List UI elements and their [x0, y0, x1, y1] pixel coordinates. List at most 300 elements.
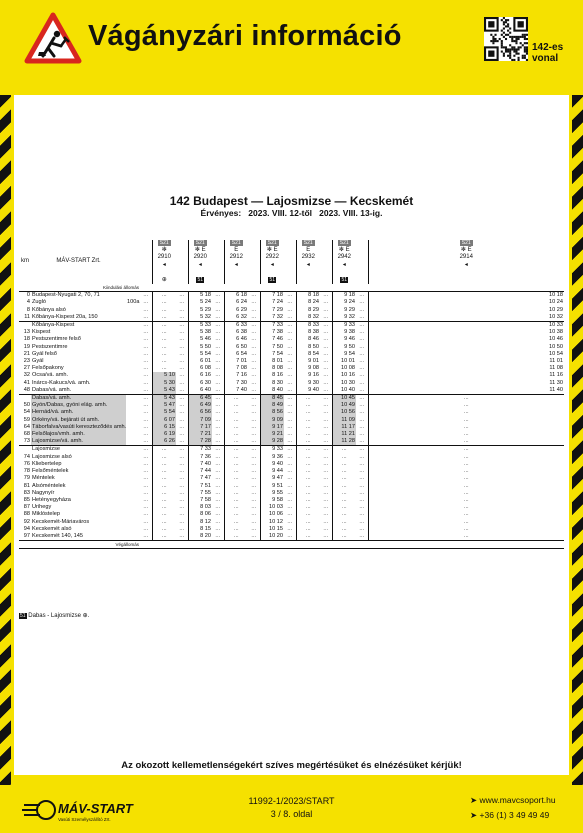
time-cell: 6 19 [152, 431, 176, 438]
time-cell: ... [179, 475, 185, 482]
time-cell: ... [359, 482, 365, 489]
time-cell: 7 44 [188, 468, 212, 475]
time-cell: 10 06 [260, 511, 284, 518]
time-cell: ... [143, 386, 149, 393]
service-badge: S21 [159, 240, 169, 246]
time-cell: ... [332, 461, 356, 468]
table-row [19, 468, 564, 475]
station-note [126, 372, 140, 379]
time-cell: 6 08 [188, 365, 212, 372]
time-cell: ... [251, 386, 257, 393]
time-cell: ... [143, 292, 149, 299]
km-cell: 76 [23, 460, 30, 467]
time-cell: ... [140, 446, 152, 454]
direction-arrow-icon: ◂ [234, 261, 238, 268]
time-cell: ... [320, 395, 332, 403]
time-cell: ... [287, 496, 293, 503]
time-cell: ... [251, 511, 257, 518]
footnote-code: 51 [20, 613, 26, 619]
station-name: Dabas/vá. amh. [31, 395, 126, 403]
time-cell: ... [179, 423, 185, 430]
time-cell: 10 15 [260, 526, 284, 533]
time-cell: ... [359, 343, 365, 350]
time-cell: 10 18 [368, 292, 564, 300]
table-row [19, 446, 564, 454]
time-cell: ... [287, 423, 293, 430]
time-cell: ... [215, 438, 221, 445]
line-number-badge [532, 42, 563, 64]
time-cell: ... [320, 533, 332, 541]
time-cell: ... [287, 438, 293, 445]
station-name: Felsőpakony [32, 365, 64, 372]
time-cell: ... [251, 329, 257, 336]
time-cell: ... [179, 379, 185, 386]
station-note [126, 417, 140, 424]
time-cell: 9 01 [296, 358, 320, 365]
station-note [126, 526, 140, 533]
time-cell: 6 54 [224, 351, 248, 358]
remark-header [126, 240, 140, 284]
time-cell: ... [215, 313, 221, 320]
service-badge: S21 [195, 240, 205, 246]
time-cell: ... [251, 313, 257, 320]
time-cell: ... [287, 336, 293, 343]
time-cell: 7 40 [188, 461, 212, 468]
km-cell: 79 [23, 475, 30, 482]
time-cell: ... [368, 395, 564, 403]
time-cell: ... [251, 468, 257, 475]
time-cell: ... [251, 416, 257, 423]
time-cell: ... [143, 511, 149, 518]
website-link[interactable] [470, 793, 556, 808]
time-cell: ... [287, 409, 293, 416]
logo-text: MÁV-START [58, 801, 133, 816]
time-cell: ... [287, 372, 293, 379]
time-cell: ... [296, 454, 320, 461]
time-cell: 10 20 [260, 533, 284, 541]
time-cell: ... [323, 386, 329, 393]
time-cell: ... [296, 497, 320, 504]
table-row [19, 329, 564, 336]
time-cell: ... [143, 329, 149, 336]
time-cell: 7 21 [188, 431, 212, 438]
time-cell: ... [248, 322, 260, 330]
time-cell: ... [320, 446, 332, 454]
time-cell: ... [251, 409, 257, 416]
station-note [126, 322, 140, 330]
time-cell: ... [224, 417, 248, 424]
train-remark: 51 [341, 276, 348, 283]
time-cell: ... [143, 475, 149, 482]
time-cell: ... [212, 395, 224, 403]
time-cell: ... [368, 468, 564, 475]
km-cell: 54 [23, 409, 30, 416]
time-cell: ... [284, 533, 296, 541]
direction-arrow-icon: ◂ [342, 261, 346, 268]
station-name: Kecskemét-Máriaváros [32, 518, 90, 525]
time-cell: ... [215, 292, 221, 299]
time-cell: 8 24 [296, 299, 320, 306]
time-cell: ... [296, 468, 320, 475]
station-name: Gyál [32, 358, 44, 365]
km-cell: 8 [26, 306, 30, 313]
time-cell: ... [323, 518, 329, 525]
time-cell: ... [152, 292, 176, 300]
train-header [152, 240, 176, 284]
time-cell: 10 54 [368, 351, 564, 358]
time-cell: ... [215, 350, 221, 357]
train-symbols: E [234, 247, 239, 254]
time-cell: ... [251, 365, 257, 372]
time-cell: ... [215, 409, 221, 416]
time-cell: ... [215, 511, 221, 518]
time-cell: 10 30 [332, 380, 356, 387]
time-cell: ... [359, 489, 365, 496]
time-cell: ... [215, 343, 221, 350]
time-cell: 8 50 [296, 344, 320, 351]
time-cell: ... [152, 490, 176, 497]
train-symbols: ✻ E [194, 247, 206, 254]
time-cell: 8 06 [188, 511, 212, 518]
time-cell: 10 50 [368, 344, 564, 351]
km-cell: 19 [23, 343, 30, 350]
station-note: 100a [127, 299, 140, 306]
time-cell: ... [359, 460, 365, 467]
right-hazard-stripe [572, 95, 583, 785]
time-cell: 7 09 [188, 417, 212, 424]
time-cell: 5 10 [152, 372, 176, 379]
time-cell: ... [179, 365, 185, 372]
station-name: Nagynyír [32, 489, 55, 496]
time-cell: ... [368, 519, 564, 526]
apology-message: Az okozott kellemetlenségekért szíves megértésüket és elnézésüket kérjük! [121, 760, 462, 771]
time-cell: ... [323, 431, 329, 438]
train-header [188, 240, 212, 284]
time-cell: ... [359, 306, 365, 313]
time-cell: ... [284, 446, 296, 454]
train-remark: 51 [269, 276, 276, 283]
km-cell [19, 446, 31, 454]
time-cell: ... [323, 525, 329, 532]
time-cell: ... [215, 365, 221, 372]
time-cell: 7 32 [260, 314, 284, 322]
station-name: Felsőlajos/vmh. amh. [31, 431, 126, 438]
time-cell: ... [296, 490, 320, 497]
time-cell: 11 21 [332, 431, 356, 438]
time-cell: 8 16 [260, 372, 284, 379]
table-row [19, 438, 564, 446]
time-cell: ... [359, 409, 365, 416]
time-cell: ... [251, 350, 257, 357]
time-cell: 7 55 [188, 490, 212, 497]
timetable-footnote [19, 612, 89, 619]
time-cell: 9 17 [260, 424, 284, 431]
time-cell: 9 21 [260, 431, 284, 438]
time-cell: ... [320, 322, 332, 330]
direction-arrow-icon: ◂ [464, 261, 468, 268]
arrive-label-row [19, 541, 564, 549]
time-cell: 5 30 [152, 380, 176, 387]
time-cell: 7 33 [188, 446, 212, 454]
time-cell: ... [323, 496, 329, 503]
station-note [126, 497, 140, 504]
timetable-title: 142 Budapest — Lajosmizse — Kecskemét [169, 194, 414, 208]
time-cell: ... [323, 313, 329, 320]
time-cell: ... [323, 482, 329, 489]
station-name: Ócsa/vá. amh. [32, 372, 69, 379]
km-cell: 0 [26, 292, 30, 299]
time-cell: ... [359, 525, 365, 532]
time-cell: ... [143, 365, 149, 372]
time-cell: ... [140, 533, 152, 541]
direction-arrow-icon: ◂ [198, 261, 202, 268]
km-cell: 85 [23, 496, 30, 503]
time-cell: ... [176, 395, 188, 403]
time-cell: ... [224, 446, 248, 454]
table-row [19, 497, 564, 504]
time-cell: 5 47 [152, 402, 176, 409]
table-row [19, 395, 564, 403]
train-symbols: ✻ [161, 247, 167, 254]
time-cell: ... [251, 518, 257, 525]
time-cell: 10 12 [260, 519, 284, 526]
phone-link[interactable] [470, 808, 556, 823]
time-cell: ... [248, 533, 260, 541]
time-cell: ... [287, 468, 293, 475]
train-number: 2920 [193, 254, 207, 261]
time-cell: ... [323, 438, 329, 445]
validity-from: 2023. VIII. 12-től [248, 208, 313, 218]
time-cell: ... [287, 475, 293, 482]
time-cell: ... [296, 526, 320, 533]
time-cell: ... [368, 490, 564, 497]
time-cell: ... [152, 358, 176, 365]
time-cell: ... [179, 460, 185, 467]
table-row [19, 461, 564, 468]
footnote-text: Dabas - Lajosmizse ⊕. [28, 613, 90, 619]
station-note [126, 468, 140, 475]
train-remark: ⊕ [161, 276, 167, 283]
time-cell: 7 50 [260, 344, 284, 351]
time-cell: ... [152, 307, 176, 314]
time-cell: ... [179, 358, 185, 365]
train-header [176, 240, 188, 284]
time-cell: ... [287, 386, 293, 393]
time-cell: ... [179, 299, 185, 306]
table-row [19, 365, 564, 372]
train-header [368, 240, 564, 284]
train-header [320, 240, 332, 284]
station-name: Gyón/Dabas, gyóni elág. amh. [31, 402, 126, 409]
time-cell: ... [152, 511, 176, 518]
time-cell: 10 40 [332, 387, 356, 395]
time-cell: ... [251, 504, 257, 511]
time-cell: 7 51 [188, 483, 212, 490]
time-cell: ... [323, 504, 329, 511]
arrow-right-icon: ➤ [470, 795, 478, 805]
time-cell: ... [152, 526, 176, 533]
time-cell: ... [332, 511, 356, 518]
time-cell: ... [296, 424, 320, 431]
table-row [19, 299, 564, 306]
table-row [19, 431, 564, 438]
station-note [126, 454, 140, 461]
km-cell: 74 [23, 453, 30, 460]
time-cell: 9 40 [260, 461, 284, 468]
time-cell: ... [359, 386, 365, 393]
time-cell: 8 29 [296, 307, 320, 314]
table-row [19, 372, 564, 379]
document-code: 11992-1/2023/START [248, 796, 335, 806]
time-cell: 10 32 [368, 314, 564, 322]
time-cell: ... [323, 336, 329, 343]
time-cell: 6 01 [188, 358, 212, 365]
time-cell: ... [356, 533, 368, 541]
time-cell: ... [143, 409, 149, 416]
km-cell: 68 [23, 431, 30, 438]
time-cell: ... [224, 395, 248, 403]
line-badge-line2: vonal [532, 53, 559, 64]
train-header [140, 240, 152, 284]
time-cell: 8 01 [260, 358, 284, 365]
time-cell: ... [332, 468, 356, 475]
time-cell: ... [251, 343, 257, 350]
time-cell: ... [287, 350, 293, 357]
train-header [284, 240, 296, 284]
time-cell: ... [296, 461, 320, 468]
table-row [19, 417, 564, 424]
station-note [126, 314, 140, 322]
table-row [19, 322, 564, 330]
km-cell: 94 [23, 525, 30, 532]
time-cell: ... [359, 518, 365, 525]
validity-prefix: Érvényes: [200, 208, 242, 218]
time-cell: 9 09 [260, 417, 284, 424]
station-note [126, 438, 140, 446]
time-cell: ... [332, 526, 356, 533]
arrow-right-icon: ➤ [470, 810, 478, 820]
time-cell: 7 38 [260, 329, 284, 336]
station-note [126, 292, 140, 300]
time-cell: ... [143, 460, 149, 467]
time-cell: ... [332, 454, 356, 461]
time-cell: 6 15 [152, 424, 176, 431]
station-name: Pestszentimre [32, 343, 68, 350]
time-cell: ... [143, 313, 149, 320]
time-cell: 6 29 [224, 307, 248, 314]
time-cell: 8 32 [296, 314, 320, 322]
roadworks-warning-icon [24, 12, 82, 64]
time-cell: 7 08 [224, 365, 248, 372]
time-cell: 5 43 [152, 387, 176, 395]
table-row [19, 526, 564, 533]
time-cell: 7 33 [260, 322, 284, 330]
time-cell: ... [152, 454, 176, 461]
time-cell: ... [224, 490, 248, 497]
qr-code-icon[interactable] [484, 17, 528, 61]
station-name: Felsőméntelek [32, 468, 69, 475]
time-cell: 9 55 [260, 490, 284, 497]
km-cell: 21 [23, 350, 30, 357]
time-cell: 9 51 [260, 483, 284, 490]
time-cell: ... [356, 395, 368, 403]
time-cell: ... [368, 409, 564, 416]
time-cell: ... [215, 453, 221, 460]
time-cell: 8 56 [260, 409, 284, 416]
time-cell: 9 54 [332, 351, 356, 358]
time-cell: ... [359, 292, 365, 299]
table-row [19, 344, 564, 351]
table-row [19, 351, 564, 358]
time-cell: 9 18 [332, 292, 356, 300]
timetable-validity [14, 208, 569, 218]
time-cell: ... [296, 519, 320, 526]
station-name: Táborfalva/vasúti kereszteződés amh. [32, 423, 126, 430]
station-note [126, 431, 140, 438]
time-cell: ... [287, 402, 293, 409]
time-cell: 6 18 [224, 292, 248, 300]
depart-label-row [19, 284, 564, 292]
time-cell: 8 54 [296, 351, 320, 358]
station-note [126, 409, 140, 416]
time-cell: ... [152, 533, 176, 541]
time-cell: ... [287, 460, 293, 467]
station-note [126, 402, 140, 409]
station-note [126, 490, 140, 497]
time-cell: ... [359, 329, 365, 336]
time-cell: 9 33 [260, 446, 284, 454]
station-name: Zugló [32, 299, 46, 306]
km-cell: 18 [23, 336, 30, 343]
time-cell: ... [215, 299, 221, 306]
time-cell: ... [224, 424, 248, 431]
time-cell: ... [368, 526, 564, 533]
service-badge: S21 [461, 240, 471, 246]
station-note [126, 395, 140, 403]
time-cell: ... [179, 525, 185, 532]
time-cell: ... [215, 496, 221, 503]
time-cell: ... [359, 511, 365, 518]
time-cell: 6 46 [224, 336, 248, 343]
time-cell: ... [179, 518, 185, 525]
table-row [19, 307, 564, 314]
time-cell: 9 46 [332, 336, 356, 343]
time-cell: ... [215, 379, 221, 386]
time-cell: 8 03 [188, 504, 212, 511]
time-cell: ... [224, 483, 248, 490]
time-cell: ... [368, 446, 564, 454]
time-cell: ... [179, 453, 185, 460]
time-cell: 8 33 [296, 322, 320, 330]
train-number: 2914 [459, 254, 473, 261]
time-cell: 5 50 [188, 344, 212, 351]
time-cell: ... [356, 446, 368, 454]
time-cell: ... [251, 358, 257, 365]
time-cell: ... [179, 496, 185, 503]
time-cell: ... [215, 402, 221, 409]
time-cell: ... [251, 372, 257, 379]
time-cell: ... [287, 365, 293, 372]
time-cell: ... [296, 475, 320, 482]
table-row [19, 380, 564, 387]
time-cell: ... [251, 299, 257, 306]
time-cell: ... [359, 299, 365, 306]
time-cell: ... [176, 533, 188, 541]
time-cell: ... [251, 489, 257, 496]
train-header [212, 240, 224, 284]
station-note [126, 344, 140, 351]
time-cell: ... [179, 504, 185, 511]
